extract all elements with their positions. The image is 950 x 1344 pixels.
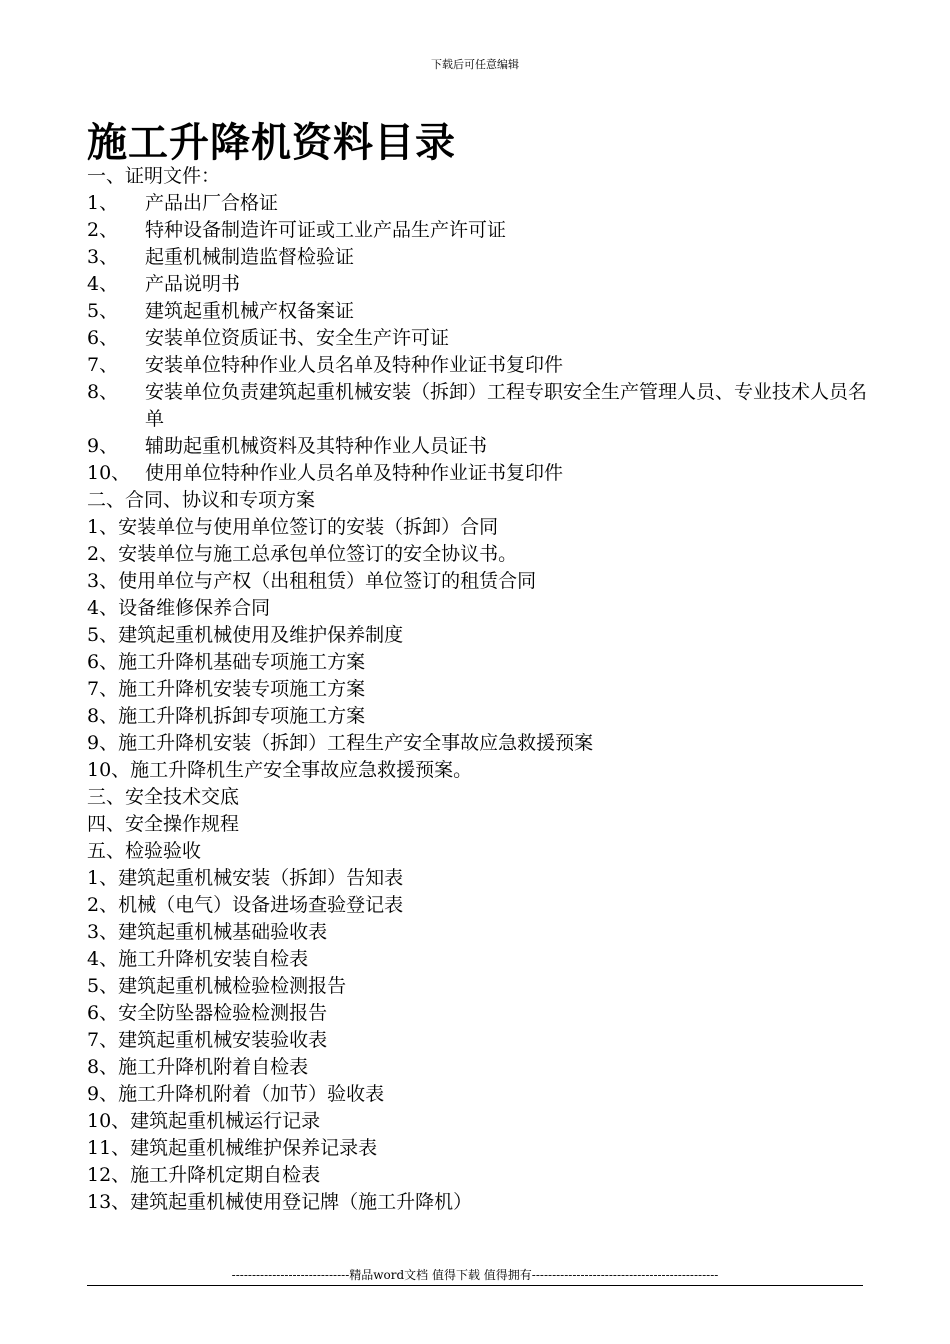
list-item xyxy=(87,190,867,217)
document-title: 施工升降机资料目录 xyxy=(87,119,456,166)
section-heading: 一、证明文件： xyxy=(87,165,221,187)
list-item: 4、施工升降机安装自检表 xyxy=(87,948,309,970)
section-heading: 四、安全操作规程 xyxy=(87,813,240,835)
list-item: 5、建筑起重机械使用及维护保养制度 xyxy=(87,624,404,646)
item-text: 建筑起重机械产权备案证 xyxy=(145,300,355,322)
list-item: 13、建筑起重机械使用登记牌（施工升降机） xyxy=(87,1191,473,1213)
item-number: 1、 xyxy=(87,192,119,214)
list-item: 9、施工升降机安装（拆卸）工程生产安全事故应急救援预案 xyxy=(87,732,594,754)
list-item: 3、使用单位与产权（出租租赁）单位签订的租赁合同 xyxy=(87,570,537,592)
footer-divider xyxy=(87,1285,863,1286)
item-number: 2、 xyxy=(87,219,119,241)
list-item: 10、施工升降机生产安全事故应急救援预案。 xyxy=(87,759,473,781)
list-item: 8、施工升降机附着自检表 xyxy=(87,1056,309,1078)
list-item: 5、建筑起重机械检验检测报告 xyxy=(87,975,347,997)
list-item: 3、建筑起重机械基础验收表 xyxy=(87,921,328,943)
item-text: 辅助起重机械资料及其特种作业人员证书 xyxy=(145,435,488,457)
list-item: 10、建筑起重机械运行记录 xyxy=(87,1110,321,1132)
item-text: 安装单位负责建筑起重机械安装（拆卸）工程专职安全生产管理人员、专业技术人员名单 xyxy=(145,381,868,430)
item-number: 4、 xyxy=(87,273,119,295)
item-number: 3、 xyxy=(87,246,119,268)
item-number: 9、 xyxy=(87,435,119,457)
list-item xyxy=(87,460,867,487)
list-item xyxy=(87,433,867,460)
item-text: 产品说明书 xyxy=(145,273,241,295)
item-number: 6、 xyxy=(87,327,119,349)
list-item: 1、建筑起重机械安装（拆卸）告知表 xyxy=(87,867,404,889)
item-text: 使用单位特种作业人员名单及特种作业证书复印件 xyxy=(145,462,564,484)
list-item: 8、施工升降机拆卸专项施工方案 xyxy=(87,705,366,727)
list-item: 2、安装单位与施工总承包单位签订的安全协议书。 xyxy=(87,543,518,565)
list-item: 12、施工升降机定期自检表 xyxy=(87,1164,321,1186)
item-number: 7、 xyxy=(87,354,119,376)
list-item xyxy=(87,217,867,244)
list-item xyxy=(87,325,867,352)
list-item: 11、建筑起重机械维护保养记录表 xyxy=(87,1137,378,1159)
list-item xyxy=(87,271,867,298)
footer-note: -----------------------------精品word文档 值得下载 值得拥有---------------------------------------------- xyxy=(231,1268,719,1282)
list-item: 6、施工升降机基础专项施工方案 xyxy=(87,651,366,673)
list-item: 9、施工升降机附着（加节）验收表 xyxy=(87,1083,385,1105)
list-item xyxy=(87,379,867,433)
item-text: 安装单位资质证书、安全生产许可证 xyxy=(145,327,450,349)
item-text: 特种设备制造许可证或工业产品生产许可证 xyxy=(145,219,507,241)
list-item: 4、设备维修保养合同 xyxy=(87,597,271,619)
list-item xyxy=(87,352,867,379)
section-heading: 二、合同、协议和专项方案 xyxy=(87,489,316,511)
item-text: 起重机械制造监督检验证 xyxy=(145,246,355,268)
item-number: 10、 xyxy=(87,462,131,484)
item-number: 5、 xyxy=(87,300,119,322)
list-item xyxy=(87,298,867,325)
item-number: 8、 xyxy=(87,381,119,403)
document-body xyxy=(87,163,867,1216)
item-text: 安装单位特种作业人员名单及特种作业证书复印件 xyxy=(145,354,564,376)
item-text: 产品出厂合格证 xyxy=(145,192,279,214)
list-item xyxy=(87,244,867,271)
list-item: 7、施工升降机安装专项施工方案 xyxy=(87,678,366,700)
section-heading: 五、检验验收 xyxy=(87,840,202,862)
list-item: 7、建筑起重机械安装验收表 xyxy=(87,1029,328,1051)
list-item: 2、机械（电气）设备进场查验登记表 xyxy=(87,894,404,916)
list-item: 1、安装单位与使用单位签订的安装（拆卸）合同 xyxy=(87,516,499,538)
list-item: 6、安全防坠器检验检测报告 xyxy=(87,1002,328,1024)
header-note: 下载后可任意编辑 xyxy=(431,58,519,71)
section-heading: 三、安全技术交底 xyxy=(87,786,240,808)
